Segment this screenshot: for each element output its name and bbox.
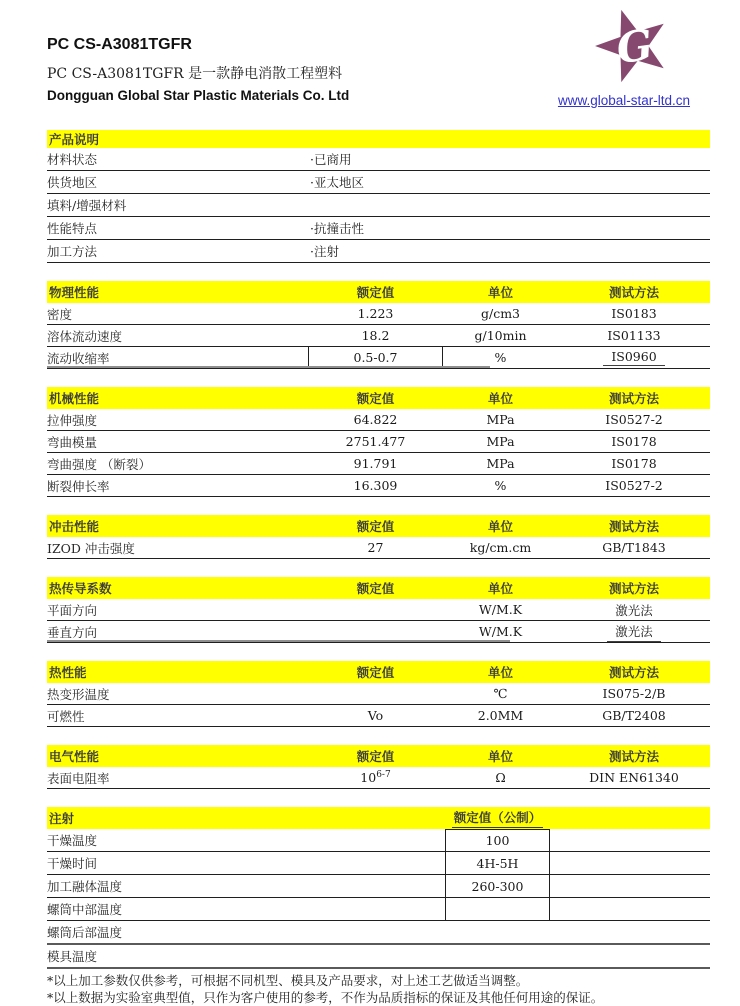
column-header-rated-value-metric: 额定值（公制） (445, 808, 550, 828)
column-header-rated-value: 额定值 (356, 391, 395, 406)
property-unit: Ω (495, 770, 506, 785)
column-header-rated-value: 额定值 (356, 749, 395, 764)
column-header-rated-value: 额定值 (356, 285, 395, 300)
column-header-unit: 单位 (487, 749, 513, 764)
table-header-row (47, 515, 710, 537)
property-value: 18.2 (361, 328, 390, 343)
section-header (47, 130, 710, 148)
company-name: Dongguan Global Star Plastic Materials Co. Ltd (47, 88, 350, 103)
property-unit: g/cm3 (480, 306, 521, 321)
table-row (47, 829, 710, 852)
table-row (47, 453, 710, 475)
property-value: 260-300 (445, 875, 550, 897)
table-row (47, 705, 710, 727)
property-label: 填料/增强材料 (47, 198, 127, 213)
property-method: GB/T1843 (602, 540, 666, 555)
property-value: 16.309 (353, 478, 398, 493)
table-row (47, 303, 710, 325)
star-g-logo-icon (578, 4, 690, 88)
section-thermal-properties (47, 661, 710, 727)
property-label: 加工融体温度 (47, 879, 123, 894)
section-title: 电气性能 (49, 749, 100, 764)
column-header-unit: 单位 (487, 285, 513, 300)
property-method: IS075-2/B (602, 686, 666, 701)
table-row (47, 852, 710, 875)
table-row (47, 409, 710, 431)
property-label: 可燃性 (47, 708, 85, 724)
property-label: 热变形温度 (47, 686, 110, 702)
property-value (445, 898, 550, 920)
table-row (47, 475, 710, 497)
property-value: 100 (445, 829, 550, 851)
property-value: 2751.477 (345, 434, 406, 449)
section-injection (47, 807, 710, 969)
section-title: 机械性能 (49, 391, 100, 406)
column-header-rated-value: 额定值 (356, 581, 395, 596)
property-label: 干燥时间 (47, 856, 98, 871)
property-label: 弯曲模量 (47, 434, 98, 450)
column-header-test-method: 测试方法 (608, 285, 659, 300)
column-header-rated-value: 额定值 (356, 519, 395, 534)
property-method: IS01133 (607, 328, 661, 343)
property-label: 平面方向 (47, 602, 98, 618)
table-row (47, 898, 710, 921)
section-title: 热传导系数 (49, 581, 112, 596)
column-header-test-method: 测试方法 (608, 391, 659, 406)
property-method: IS0527-2 (605, 412, 663, 427)
property-label: 垂直方向 (47, 624, 98, 640)
property-value: ·亚太地区 (310, 175, 364, 190)
column-header-unit: 单位 (487, 391, 513, 406)
column-header-test-method: 测试方法 (608, 581, 659, 596)
property-value: 64.822 (353, 412, 398, 427)
property-method: IS0527-2 (605, 478, 663, 493)
property-method: 激光法 (558, 622, 710, 642)
table-header-row (47, 281, 710, 303)
property-unit: kg/cm.cm (469, 540, 532, 555)
property-label: 模具温度 (47, 949, 98, 964)
section-impact-properties (47, 515, 710, 559)
section-title: 物理性能 (49, 285, 100, 300)
table-row (47, 431, 710, 453)
property-value: 1.223 (357, 306, 394, 321)
property-method: DIN EN61340 (589, 770, 679, 785)
column-header-unit: 单位 (487, 581, 513, 596)
property-method: IS0960 (558, 349, 710, 366)
table-header-row (47, 807, 710, 829)
footnote-processing: *以上加工参数仅供参考，可根据不同机型、模具及产品要求，对上述工艺做适当调整。 (47, 973, 529, 988)
property-label: 供货地区 (47, 175, 98, 190)
property-method: IS0178 (611, 456, 657, 471)
table-row (47, 148, 710, 171)
column-header-test-method: 测试方法 (608, 749, 659, 764)
column-header-unit: 单位 (487, 519, 513, 534)
property-unit: ℃ (493, 686, 508, 701)
property-unit: MPa (486, 434, 515, 449)
property-value: 91.791 (353, 456, 398, 471)
table-row (47, 537, 710, 559)
column-header-test-method: 测试方法 (608, 519, 659, 534)
section-title: 冲击性能 (49, 519, 100, 534)
table-row (47, 599, 710, 621)
section-physical-properties (47, 281, 710, 369)
datasheet-body (47, 130, 710, 1006)
section-mechanical-properties (47, 387, 710, 497)
section-thermal-conductivity (47, 577, 710, 643)
logo-letter: G (613, 19, 656, 74)
property-unit: 2.0MM (477, 708, 524, 723)
property-label: 断裂伸长率 (47, 478, 110, 494)
product-description: PC CS-A3081TGFR 是一款静电消散工程塑料 (47, 66, 343, 82)
table-row (47, 875, 710, 898)
property-unit: % (494, 478, 507, 493)
column-header-test-method: 测试方法 (608, 665, 659, 680)
footnotes (47, 973, 710, 1006)
table-header-row (47, 387, 710, 409)
section-title: 注射 (49, 811, 75, 826)
property-label: 材料状态 (47, 152, 98, 167)
property-method: IS0183 (611, 306, 657, 321)
property-unit: MPa (486, 456, 515, 471)
property-method: 激光法 (615, 602, 653, 618)
table-row (47, 921, 710, 945)
property-unit: MPa (486, 412, 515, 427)
property-label: 弯曲强度 （断裂） (47, 456, 151, 472)
property-unit: g/10min (474, 328, 527, 343)
property-value: ·注射 (310, 244, 339, 259)
property-method: GB/T2408 (602, 708, 666, 723)
property-label: IZOD 冲击强度 (47, 540, 135, 556)
property-method: IS0178 (611, 434, 657, 449)
property-value: 27 (367, 540, 384, 555)
table-row (47, 767, 710, 789)
table-header-row (47, 577, 710, 599)
property-label: 流动收缩率 (47, 350, 110, 366)
property-unit: W/M.K (478, 624, 523, 639)
table-header-row (47, 661, 710, 683)
section-electrical-properties (47, 745, 710, 789)
table-row (47, 347, 710, 369)
property-label: 加工方法 (47, 244, 98, 259)
table-row (47, 171, 710, 194)
property-label: 拉伸强度 (47, 412, 98, 428)
section-title: 热性能 (49, 665, 87, 680)
page-title: PC CS-A3081TGFR (47, 36, 192, 53)
property-value: 10$^{6-7}$ (360, 769, 391, 786)
property-value: ·抗撞击性 (310, 221, 364, 236)
table-row (47, 945, 710, 969)
table-header-row (47, 745, 710, 767)
column-header-unit: 单位 (487, 665, 513, 680)
section-title: 产品说明 (49, 132, 100, 147)
table-row (47, 683, 710, 705)
property-value: 4H-5H (445, 852, 550, 874)
property-label: 表面电阻率 (47, 770, 110, 786)
property-label: 螺筒后部温度 (47, 925, 123, 940)
property-label: 性能特点 (47, 221, 98, 236)
table-row (47, 240, 710, 263)
footnote-disclaimer: *以上数据为实验室典型值，只作为客户使用的参考，不作为品质指标的保证及其他任何用途的保证。 (47, 990, 604, 1005)
table-row (47, 217, 710, 240)
property-value: 0.5-0.7 (308, 347, 443, 368)
table-row (47, 325, 710, 347)
section-product-info (47, 130, 710, 263)
website-link[interactable]: www.global-star-ltd.cn (557, 93, 690, 108)
property-unit: W/M.K (478, 602, 523, 617)
table-row (47, 621, 710, 643)
property-value: ·已商用 (310, 152, 352, 167)
property-label: 螺筒中部温度 (47, 902, 123, 917)
property-label: 溶体流动速度 (47, 328, 123, 344)
table-row (47, 194, 710, 217)
property-value: Vo (367, 708, 384, 723)
property-label: 密度 (47, 306, 73, 322)
property-unit: % (494, 350, 507, 365)
property-label: 干燥温度 (47, 833, 98, 848)
column-header-rated-value: 额定值 (356, 665, 395, 680)
